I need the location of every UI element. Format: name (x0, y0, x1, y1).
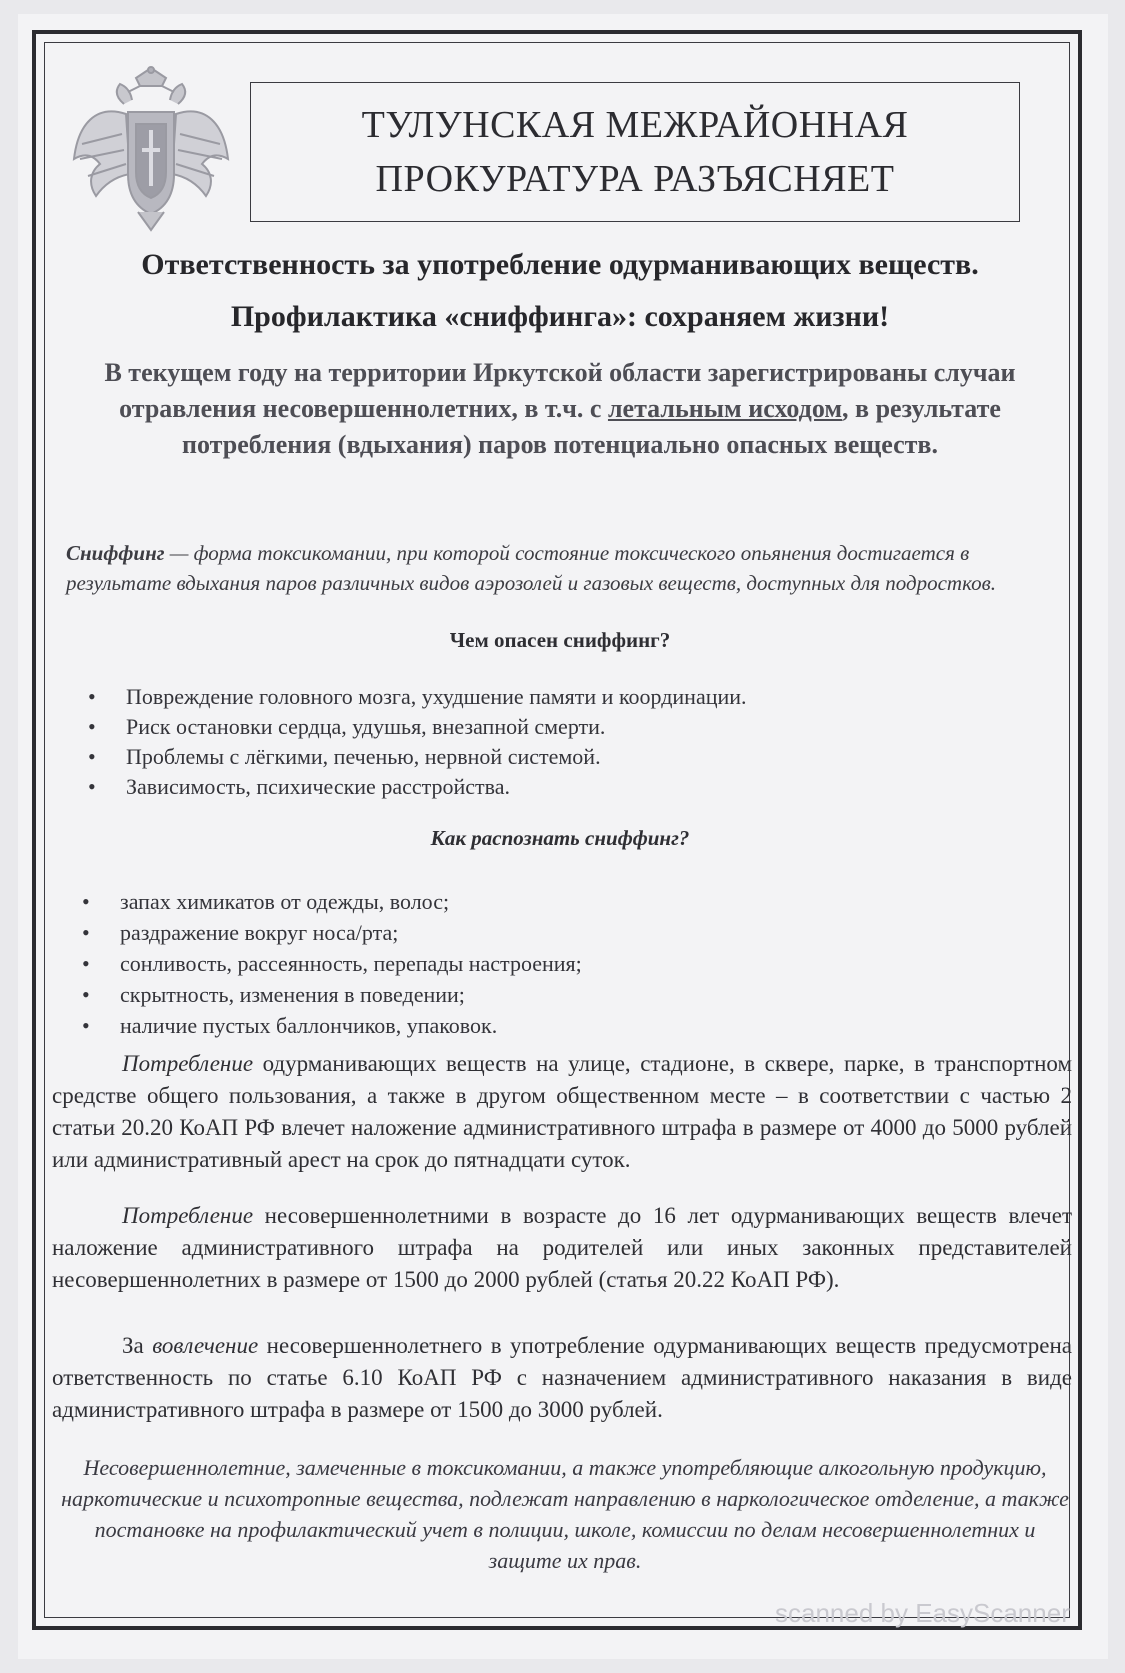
intro-underlined-text: летальным исходом (607, 394, 843, 423)
list-item: • Повреждение головного мозга, ухудшение памяти и координации. (88, 682, 747, 712)
paragraph-lead: Потребление (122, 1203, 254, 1228)
closing-note: Несовершеннолетние, замеченные в токсикомании, а также употребляющие алкогольную продукцию, наркотические и психотропные вещества, подлежат направлению в наркологическое отделение, а также постановке на профилактический учет в полиции, школе, комиссии по делам несовершеннолетних и защите их прав. (61, 1455, 1069, 1573)
header-line-1: ТУЛУНСКАЯ МЕЖРАЙОННАЯ (361, 104, 909, 146)
penalty-paragraph-1 (52, 1048, 1072, 1176)
list-item: • запах химикатов от одежды, волос; (82, 886, 582, 917)
definition-paragraph (66, 538, 1036, 598)
paragraph-lead: Потребление (122, 1051, 254, 1076)
scanner-watermark: scanned by EasyScanner (775, 1598, 1070, 1628)
intro-paragraph (60, 355, 1060, 463)
paragraph-text: одурманивающих веществ на улице, стадионе, в сквере, парке, в транспортном средстве общего пользования, а также в другом общественном месте – в соответствии с частью 2 статьи 20.20 КоАП РФ влечет наложение административного штрафа в размере от 4000 до 5000 рублей или административный арест на срок до пятнадцати суток. (52, 1051, 1072, 1172)
intro-text-end: , в результате потребления (вдыхания) паров потенциально опасных веществ. (182, 394, 1001, 459)
paragraph-prefix: За (122, 1333, 153, 1358)
list-item: • сонливость, рассеянность, перепады настроения; (82, 948, 582, 979)
list-item: • наличие пустых баллончиков, упаковок. (82, 1010, 582, 1041)
danger-list (88, 682, 747, 802)
header-box (250, 82, 1020, 222)
page-title-line-1: Ответственность за употребление одурманивающих веществ. (141, 248, 979, 281)
header-line-2: ПРОКУРАТУРА РАЗЪЯСНЯЕТ (375, 158, 895, 200)
double-headed-eagle-emblem-icon (66, 64, 236, 234)
list-item: • раздражение вокруг носа/рта; (82, 917, 582, 948)
intro-text-start: В текущем году на территории Иркутской области зарегистрированы случаи отравления несовершеннолетних, в т.ч. с (104, 358, 1016, 423)
page-title-line-2: Профилактика «сниффинга»: сохраняем жизни! (230, 300, 890, 333)
paragraph-text: несовершеннолетними в возрасте до 16 лет одурманивающих веществ влечет наложение административного штрафа на родителей или иных законных представителей несовершеннолетних в размере от 1500 до 2000 рублей (статья 20.22 КоАП РФ). (52, 1203, 1072, 1292)
paragraph-lead: вовлечение (152, 1333, 259, 1358)
danger-heading: Чем опасен сниффинг? (449, 628, 671, 652)
list-item: • скрытность, изменения в поведении; (82, 979, 582, 1010)
paragraph-text: несовершеннолетнего в употребление одурманивающих веществ предусмотрена ответственность по статье 6.10 КоАП РФ с назначением административного наказания в виде административного штрафа в размере от 1500 до 3000 рублей. (52, 1333, 1072, 1422)
recognize-heading: Как распознать сниффинг? (430, 826, 690, 850)
definition-term: Сниффинг (66, 541, 165, 565)
penalty-paragraph-2 (52, 1200, 1072, 1296)
penalty-paragraph-3 (52, 1330, 1072, 1426)
list-item: • Зависимость, психические расстройства. (88, 772, 747, 802)
list-item: • Проблемы с лёгкими, печенью, нервной системой. (88, 742, 747, 772)
definition-text: — форма токсикомании, при которой состояние токсического опьянения достигается в результате вдыхания паров различных видов аэрозолей и газовых веществ, доступных для подростков. (66, 541, 996, 595)
recognize-list (82, 886, 582, 1041)
list-item: • Риск остановки сердца, удушья, внезапной смерти. (88, 712, 747, 742)
